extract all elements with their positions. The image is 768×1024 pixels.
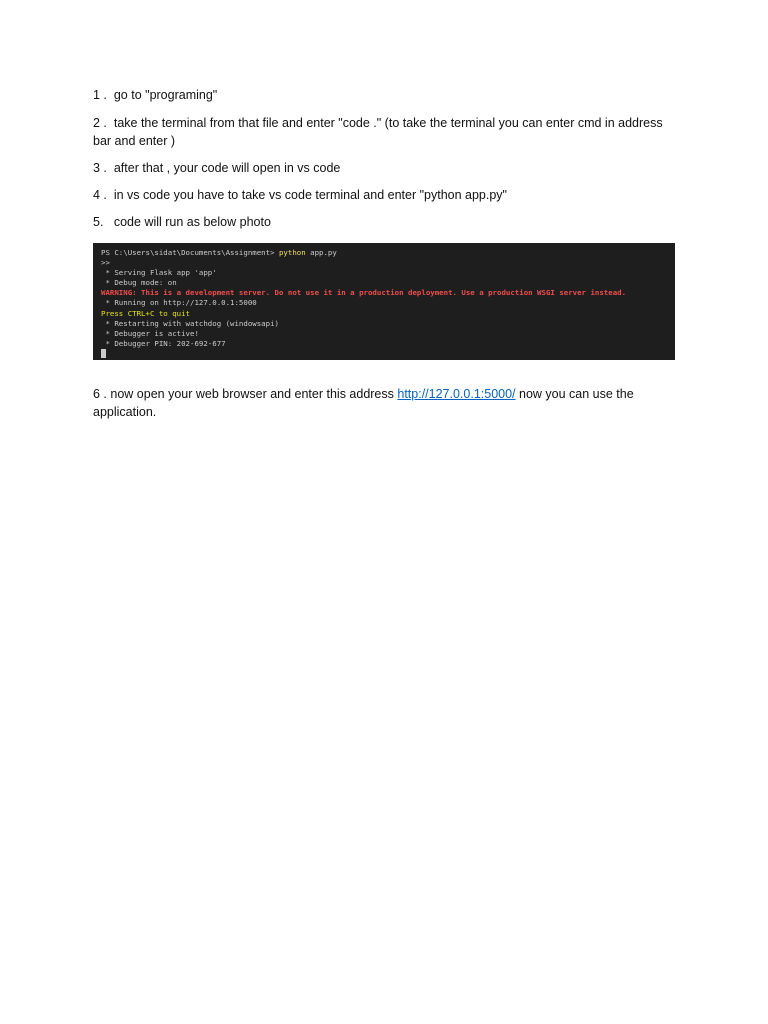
terminal-command-line — [101, 248, 667, 258]
step-4 — [93, 187, 678, 205]
step-number: 5. — [93, 215, 104, 229]
terminal-debugger-pin-line: * Debugger PIN: 202-692-677 — [101, 338, 226, 348]
step-text-before-link: now open your web browser and enter this address — [110, 387, 398, 401]
step-number: 3 . — [93, 161, 107, 175]
terminal-running-line: * Running on http://127.0.0.1:5000 — [101, 298, 257, 308]
terminal-quit-hint: Press CTRL+C to quit — [101, 308, 190, 318]
terminal-restarting-line: * Restarting with watchdog (windowsapi) — [101, 318, 279, 328]
terminal-debug-mode-line: * Debug mode: on — [101, 278, 177, 288]
step-number: 4 . — [93, 188, 107, 202]
step-text: take the terminal from that file and enter "code ." (to take the terminal you can enter cmd in address bar and enter ) — [93, 116, 663, 148]
terminal-cursor-line — [101, 349, 667, 359]
terminal-command-arg: app.py — [305, 248, 337, 257]
step-text: code will run as below photo — [113, 215, 271, 229]
terminal-command-keyword: python — [278, 248, 306, 257]
terminal-warning-line: WARNING: This is a development server. Do not use it in a production deployment. Use a production WSGI server instead. — [101, 288, 627, 298]
step-number: 2 . — [93, 116, 107, 130]
step-text: go to "programing" — [113, 88, 218, 102]
terminal-cursor — [101, 349, 106, 358]
terminal-continuation: >> — [101, 258, 110, 268]
terminal-prompt: PS C:\Users\sidat\Documents\Assignment> — [101, 248, 279, 257]
step-5 — [93, 214, 678, 232]
step-3 — [93, 160, 678, 178]
terminal-serving-line: * Serving Flask app 'app' — [101, 268, 217, 278]
localhost-link[interactable]: http://127.0.0.1:5000/ — [397, 387, 516, 401]
step-number: 1 . — [93, 88, 107, 102]
step-number: 6 . — [93, 387, 107, 401]
terminal-screenshot — [93, 243, 675, 360]
step-text: after that , your code will open in vs code — [113, 161, 341, 175]
step-2 — [93, 115, 678, 150]
step-1 — [93, 87, 678, 105]
step-text: in vs code you have to take vs code terminal and enter "python app.py" — [113, 188, 507, 202]
step-6 — [93, 386, 678, 421]
terminal-debugger-active-line: * Debugger is active! — [101, 328, 199, 338]
step-text-after-link: now you can use the application. — [93, 387, 634, 419]
